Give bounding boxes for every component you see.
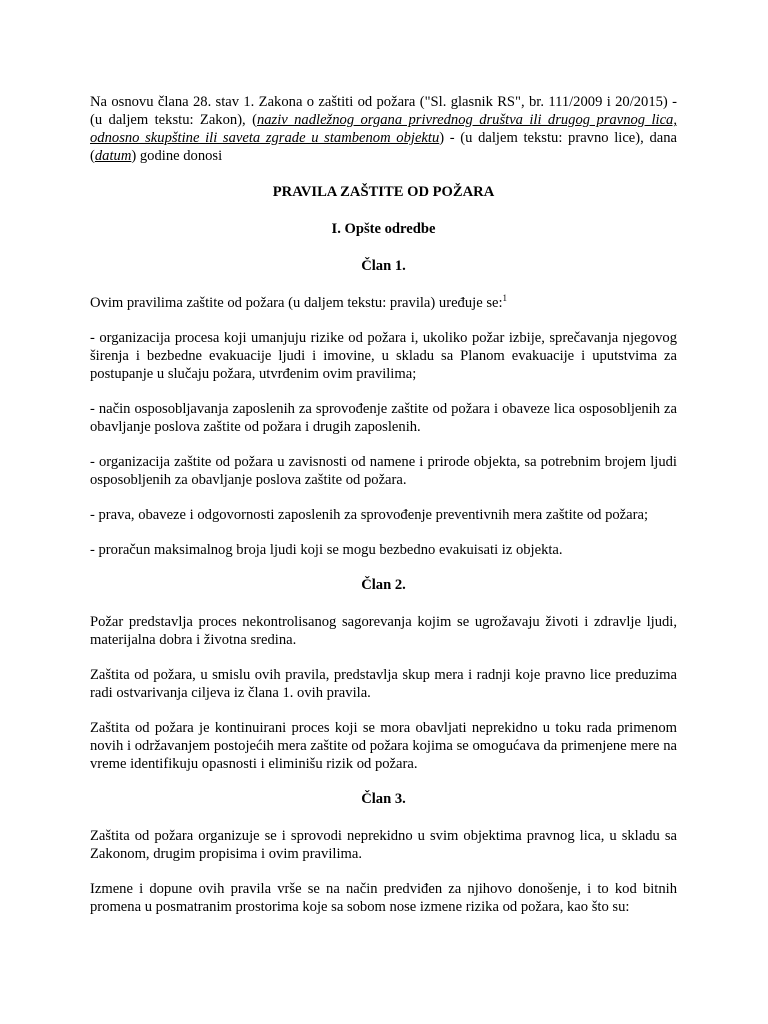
footnote-reference: 1 bbox=[502, 293, 508, 304]
article-1-item: - organizacija procesa koji umanjuju rizike od požara i, ukoliko požar izbije, sprečavanja njegovog širenja i bezbedne evakuacije ljudi i imovine, u skladu sa Planom evakuacije i uputstvima za postupanje u slučaju požara, utvrđenim ovim pravilima; bbox=[90, 330, 677, 382]
article-1-item: - organizacija zaštite od požara u zavisnosti od namene i prirode objekta, sa potrebnim brojem ljudi osposobljenih za obavljanje poslova zaštite od požara. bbox=[90, 454, 677, 488]
article-1-item: - prava, obaveze i odgovornosti zaposlenih za sprovođenje preventivnih mera zaštite od požara; bbox=[90, 507, 649, 523]
article-3-paragraph: Izmene i dopune ovih pravila vrše se na način predviđen za njihovo donošenje, i to kod bitnih promena u posmatranim prostorima koje sa sobom nose izmene rizika od požara, kao što su: bbox=[90, 881, 677, 915]
article-3-heading: Član 3. bbox=[361, 791, 406, 807]
document-body bbox=[90, 93, 677, 933]
article-1-item: - proračun maksimalnog broja ljudi koji se mogu bezbedno evakuisati iz objekta. bbox=[90, 542, 563, 558]
section-heading-general: I. Opšte odredbe bbox=[331, 221, 436, 237]
article-3-paragraph: Zaštita od požara organizuje se i sprovodi neprekidno u svim objektima pravnog lica, u skladu sa Zakonom, drugim propisima i ovim pravilima. bbox=[90, 828, 677, 862]
intro-text-2: ) - (u daljem tekstu: pravno lice), dana ( bbox=[90, 130, 677, 164]
intro-fill-organ: naziv nadležnog organa privrednog društva ili drugog pravnog lica, odnosno skupštine ili saveta zgrade u stambenom objektu bbox=[90, 112, 677, 146]
intro-paragraph bbox=[90, 93, 677, 165]
article-2-paragraph: Zaštita od požara, u smislu ovih pravila, predstavlja skup mera i radnji koje pravno lice preduzima radi ostvarivanja ciljeva iz člana 1. ovih pravila. bbox=[90, 667, 677, 701]
article-1-item: - način osposobljavanja zaposlenih za sprovođenje zaštite od požara i obaveze lica osposobljenih za obavljanje poslova zaštite od požara i drugih zaposlenih. bbox=[90, 401, 677, 435]
article-1-lead bbox=[90, 294, 677, 312]
intro-text-3: ) godine donosi bbox=[131, 148, 223, 164]
article-2-heading: Član 2. bbox=[361, 577, 406, 593]
document-title: PRAVILA ZAŠTITE OD POŽARA bbox=[272, 184, 495, 200]
intro-fill-date: datum bbox=[94, 148, 132, 164]
intro-text-1: Na osnovu člana 28. stav 1. Zakona o zaštiti od požara ("Sl. glasnik RS", br. 111/2009 i 20/2015) - (u daljem tekstu: Zakon), ( bbox=[90, 94, 677, 128]
article-2-paragraph: Zaštita od požara je kontinuirani proces koji se mora obavljati neprekidno u toku rada primenom novih i održavanjem postojećih mera zaštite od požara kojima se omogućava da primenjene mere na vreme identifikuju opasnosti i eliminišu rizik od požara. bbox=[90, 720, 677, 772]
article-2-paragraph: Požar predstavlja proces nekontrolisanog sagorevanja kojim se ugrožavaju životi i zdravlje ljudi, materijalna dobra i životna sredina. bbox=[90, 614, 677, 648]
article-1-heading: Član 1. bbox=[361, 258, 406, 274]
article-1-lead-text: Ovim pravilima zaštite od požara (u daljem tekstu: pravila) uređuje se: bbox=[90, 295, 503, 311]
